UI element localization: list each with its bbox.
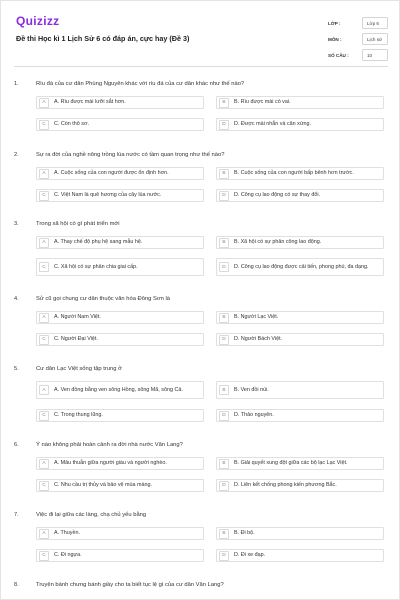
answer-option[interactable] bbox=[216, 381, 384, 399]
option-text: C. Việt Nam là quê hương của cây lúa nước. bbox=[54, 192, 162, 198]
question-5 bbox=[14, 363, 388, 418]
option-letter-box: B bbox=[219, 529, 229, 539]
meta-row-class bbox=[328, 15, 388, 31]
question-1 bbox=[14, 78, 388, 127]
option-letter-box: C bbox=[39, 411, 49, 421]
answer-option[interactable] bbox=[36, 333, 204, 346]
option-text: C. Người Đại Việt. bbox=[54, 336, 98, 342]
answer-option[interactable] bbox=[36, 96, 204, 109]
question-text: Sử cũ gọi chung cư dân thuộc văn hóa Đông Sơn là bbox=[36, 296, 171, 302]
meta-value-box: 10 bbox=[362, 49, 388, 61]
answer-option[interactable] bbox=[36, 258, 204, 276]
answer-option[interactable] bbox=[216, 96, 384, 109]
option-letter-box: B bbox=[219, 238, 229, 248]
option-letter-box: C bbox=[39, 551, 49, 561]
question-2 bbox=[14, 149, 388, 198]
question-number: 2. bbox=[14, 152, 19, 158]
option-text: A. Người Nam Việt. bbox=[54, 314, 101, 320]
question-number: 6. bbox=[14, 442, 19, 448]
option-letter-box: A bbox=[39, 459, 49, 469]
answer-option[interactable] bbox=[216, 236, 384, 249]
option-letter-box: A bbox=[39, 238, 49, 248]
answer-option[interactable] bbox=[216, 167, 384, 180]
option-text: B. Cuộc sống của con người bấp bênh hơn trước. bbox=[234, 170, 354, 176]
option-letter-box: A bbox=[39, 98, 49, 108]
answer-option[interactable] bbox=[216, 333, 384, 346]
option-letter-box: D bbox=[219, 262, 229, 272]
option-letter-box: D bbox=[219, 120, 229, 130]
answer-option[interactable] bbox=[216, 118, 384, 131]
meta-value-box: Lớp 6 bbox=[362, 17, 388, 29]
answer-option[interactable] bbox=[36, 167, 204, 180]
option-letter-box: B bbox=[219, 98, 229, 108]
answer-option[interactable] bbox=[36, 189, 204, 202]
page-title: Đề thi Học kì 1 Lịch Sử 6 có đáp án, cực hay (Đề 3) bbox=[16, 34, 190, 43]
question-7 bbox=[14, 509, 388, 558]
question-number: 7. bbox=[14, 512, 19, 518]
question-number: 1. bbox=[14, 81, 19, 87]
option-letter-box: D bbox=[219, 551, 229, 561]
answer-option[interactable] bbox=[36, 549, 204, 562]
option-letter-box: A bbox=[39, 529, 49, 539]
answer-option[interactable] bbox=[36, 118, 204, 131]
answer-option[interactable] bbox=[36, 236, 204, 249]
quizizz-logo: Quizizz bbox=[16, 14, 60, 28]
option-text: A. Thuyền. bbox=[54, 530, 80, 536]
option-letter-box: B bbox=[219, 459, 229, 469]
option-text: A. Thay chế độ phụ hệ sang mẫu hệ. bbox=[54, 239, 143, 245]
question-text: Truyện bánh chưng bánh giầy cho ta biết tục lệ gì của cư dân Văn Lang? bbox=[36, 582, 224, 588]
meta-row-subject bbox=[328, 31, 388, 47]
answer-option[interactable] bbox=[36, 527, 204, 540]
option-text: D. Được mài nhẵn và cân xứng. bbox=[234, 121, 311, 127]
option-letter-box: C bbox=[39, 191, 49, 201]
option-text: B. Giải quyết xung đột giữa các bộ lạc Lạc Việt. bbox=[234, 460, 348, 466]
option-letter-box: A bbox=[39, 313, 49, 323]
option-letter-box: B bbox=[219, 169, 229, 179]
option-letter-box: A bbox=[39, 385, 49, 395]
option-text: B. Rìu được mài có vai. bbox=[234, 99, 291, 105]
meta-row-count bbox=[328, 47, 388, 63]
option-letter-box: D bbox=[219, 481, 229, 491]
meta-label: SỐ CÂU : bbox=[328, 52, 349, 58]
question-text: Trong xã hội có gì phát triển mới bbox=[36, 221, 120, 227]
answer-option[interactable] bbox=[216, 527, 384, 540]
question-number: 4. bbox=[14, 296, 19, 302]
question-number: 3. bbox=[14, 221, 19, 227]
worksheet-meta bbox=[328, 15, 388, 63]
answer-option[interactable] bbox=[216, 479, 384, 492]
answer-option[interactable] bbox=[36, 381, 204, 399]
question-text: Việc đi lại giữa các làng, chạ chủ yếu bằng bbox=[36, 512, 147, 518]
question-number: 5. bbox=[14, 366, 19, 372]
answer-option[interactable] bbox=[36, 311, 204, 324]
question-text: Sự ra đời của nghề nông trồng lúa nước có tầm quan trọng như thế nào? bbox=[36, 152, 225, 158]
option-letter-box: A bbox=[39, 169, 49, 179]
option-letter-box: C bbox=[39, 262, 49, 272]
question-6 bbox=[14, 439, 388, 488]
option-text: A. Mâu thuẫn giữa người giàu và người nghèo. bbox=[54, 460, 167, 466]
option-text: D. Công cụ lao động có sự thay đổi. bbox=[234, 192, 321, 198]
meta-value-box: Lịch sử bbox=[362, 33, 388, 45]
header-divider bbox=[14, 66, 388, 67]
option-text: D. Liên kết chống phong kiến phương Bắc. bbox=[234, 482, 337, 488]
option-text: A. Ven đồng bằng ven sông Hồng, sông Mã, sông Cả. bbox=[54, 386, 183, 393]
answer-option[interactable] bbox=[216, 549, 384, 562]
option-text: C. Còn thô sơ. bbox=[54, 121, 89, 127]
answer-option[interactable] bbox=[36, 479, 204, 492]
option-text: C. Đi ngựa. bbox=[54, 552, 82, 558]
meta-label: LỚP : bbox=[328, 20, 341, 26]
question-text: Cư dân Lạc Việt sống tập trung ở bbox=[36, 366, 122, 372]
option-letter-box: C bbox=[39, 335, 49, 345]
option-letter-box: C bbox=[39, 120, 49, 130]
option-text: D. Người Bách Việt. bbox=[234, 336, 283, 342]
option-text: B. Đi bộ. bbox=[234, 530, 255, 536]
answer-option[interactable] bbox=[216, 311, 384, 324]
answer-option[interactable] bbox=[36, 409, 204, 422]
question-3 bbox=[14, 218, 388, 270]
question-number: 8. bbox=[14, 582, 19, 588]
answer-option[interactable] bbox=[216, 457, 384, 470]
option-text: A. Rìu được mài lưỡi sắt hơn. bbox=[54, 99, 126, 105]
option-text: D. Thảo nguyên. bbox=[234, 412, 274, 418]
option-text: B. Ven đồi núi. bbox=[234, 386, 269, 393]
answer-option[interactable] bbox=[36, 457, 204, 470]
option-text: B. Người Lạc Việt. bbox=[234, 314, 279, 320]
option-text: C. Trong thung lũng. bbox=[54, 412, 103, 418]
option-text: D. Công cụ lao động được cải tiến, phong phú, đa dạng. bbox=[234, 263, 369, 270]
option-letter-box: C bbox=[39, 481, 49, 491]
option-letter-box: D bbox=[219, 191, 229, 201]
meta-label: MÔN : bbox=[328, 36, 342, 42]
option-letter-box: B bbox=[219, 385, 229, 395]
option-text: C. Nhu cầu trị thủy và bảo vệ mùa màng. bbox=[54, 482, 152, 488]
option-letter-box: B bbox=[219, 313, 229, 323]
answer-option[interactable] bbox=[216, 409, 384, 422]
question-text: Ý nào không phải hoàn cảnh ra đời nhà nước Văn Lang? bbox=[36, 442, 183, 448]
option-letter-box: D bbox=[219, 335, 229, 345]
option-letter-box: D bbox=[219, 411, 229, 421]
option-text: A. Cuộc sống của con người được ổn định hơn. bbox=[54, 170, 169, 176]
question-text: Rìu đá của cư dân Phùng Nguyên khác với rìu đá của cư dân khác như thế nào? bbox=[36, 81, 245, 87]
option-text: B. Xã hội có sự phân công lao động. bbox=[234, 239, 322, 245]
answer-option[interactable] bbox=[216, 258, 384, 276]
option-text: C. Xã hội có sự phân chia giai cấp. bbox=[54, 263, 138, 270]
answer-option[interactable] bbox=[216, 189, 384, 202]
question-8 bbox=[14, 579, 388, 591]
question-4 bbox=[14, 293, 388, 342]
option-text: D. Đi xe đạp. bbox=[234, 552, 266, 558]
